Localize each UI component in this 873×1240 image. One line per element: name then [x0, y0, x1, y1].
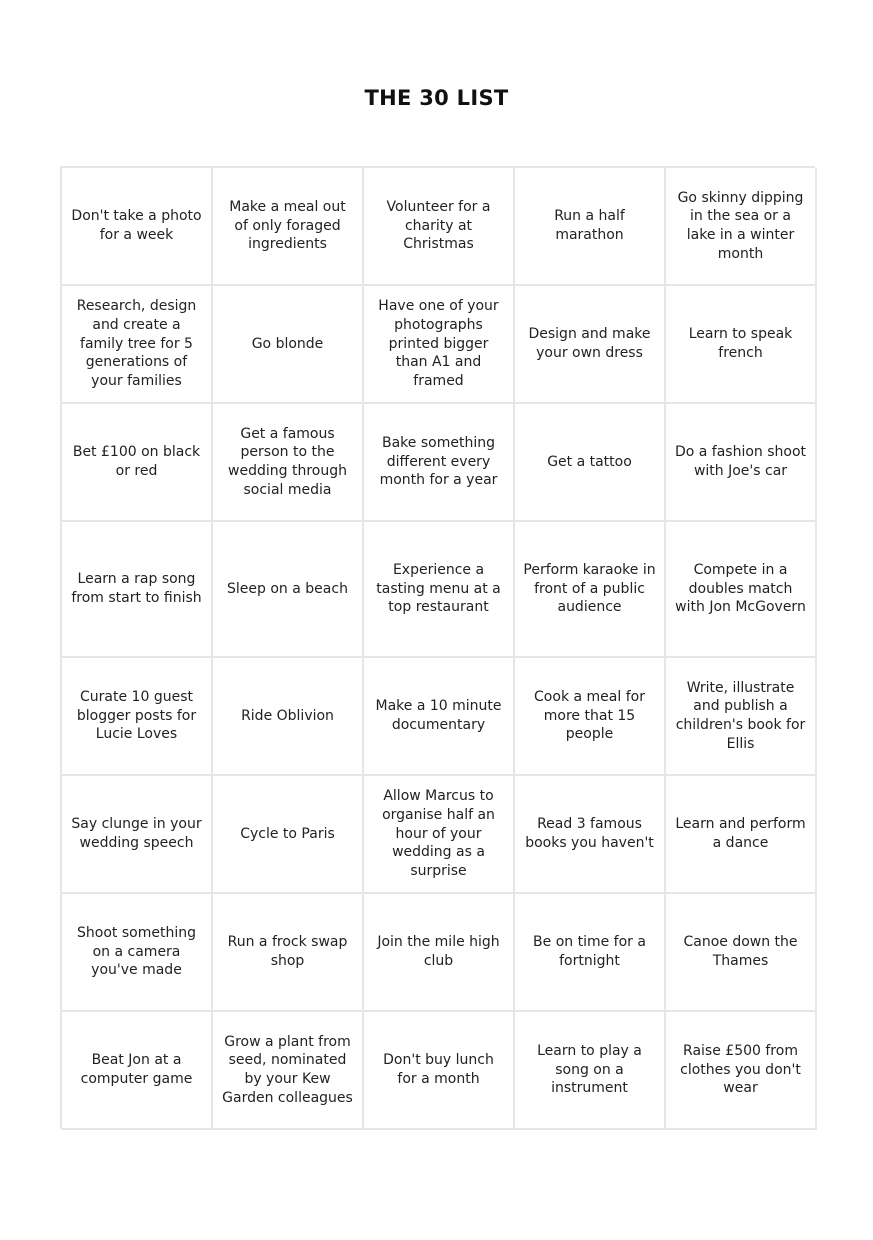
list-item — [213, 286, 364, 404]
list-item — [213, 522, 364, 658]
list-item-text: Learn and perform a dance — [675, 816, 806, 851]
list-item-text: Learn a rap song from start to finish — [71, 571, 202, 606]
list-item-text: Run a frock swap shop — [227, 934, 348, 969]
list-item-text: Allow Marcus to organise half an hour of your wedding as a surprise — [382, 788, 495, 880]
list-item — [666, 286, 817, 404]
list-item-text: Compete in a doubles match with Jon McGovern — [675, 561, 806, 616]
list-item-text: Join the mile high club — [377, 934, 500, 969]
list-item — [515, 404, 666, 522]
list-item-text: Beat Jon at a computer game — [80, 1052, 193, 1087]
list-item — [666, 658, 817, 776]
list-item — [213, 404, 364, 522]
list-item — [666, 404, 817, 522]
list-item-text: Run a half marathon — [554, 208, 625, 243]
list-item-text: Bet £100 on black or red — [72, 444, 201, 479]
list-item — [515, 168, 666, 286]
list-item — [515, 894, 666, 1012]
list-item-text: Design and make your own dress — [528, 326, 651, 361]
list-item-text: Curate 10 guest blogger posts for Lucie Loves — [76, 688, 197, 743]
list-item-text: Shoot something on a camera you've made — [77, 924, 196, 979]
list-item — [666, 168, 817, 286]
list-item-text: Get a tattoo — [547, 453, 632, 470]
list-item-text: Make a 10 minute documentary — [375, 698, 502, 733]
list-item — [62, 168, 213, 286]
list-item — [515, 286, 666, 404]
list-item-text: Have one of your photographs printed bigger than A1 and framed — [378, 298, 499, 390]
list-item — [364, 286, 515, 404]
list-item — [213, 1012, 364, 1130]
list-item-text: Grow a plant from seed, nominated by your Kew Garden colleagues — [222, 1033, 353, 1106]
list-item — [364, 658, 515, 776]
list-item-text: Don't buy lunch for a month — [383, 1052, 494, 1087]
list-item-text: Sleep on a beach — [227, 580, 348, 597]
list-item-text: Bake something different every month for a year — [379, 434, 498, 489]
list-item-text: Cycle to Paris — [240, 825, 335, 842]
list-item — [62, 1012, 213, 1130]
list-item — [213, 168, 364, 286]
list-item-text: Research, design and create a family tree for 5 generations of your families — [76, 298, 197, 390]
list-item — [62, 658, 213, 776]
list-item — [364, 776, 515, 894]
list-item-text: Raise £500 from clothes you don't wear — [680, 1042, 801, 1097]
list-item-text: Do a fashion shoot with Joe's car — [674, 444, 807, 479]
list-item-text: Get a famous person to the wedding through social media — [228, 425, 347, 498]
list-item — [515, 776, 666, 894]
list-item — [515, 658, 666, 776]
list-item-text: Go blonde — [251, 335, 324, 352]
list-item-text: Read 3 famous books you haven't — [525, 816, 654, 851]
list-item-text: Say clunge in your wedding speech — [71, 816, 202, 851]
list-item-text: Ride Oblivion — [241, 707, 334, 724]
list-item — [666, 894, 817, 1012]
list-item — [515, 1012, 666, 1130]
list-item — [213, 894, 364, 1012]
list-item-text: Be on time for a fortnight — [533, 934, 646, 969]
list-item-text: Learn to speak french — [688, 326, 793, 361]
list-item-text: Don't take a photo for a week — [71, 208, 202, 243]
list-item-text: Experience a tasting menu at a top restaurant — [376, 561, 501, 616]
list-item-text: Learn to play a song on a instrument — [537, 1042, 642, 1097]
list-item — [364, 168, 515, 286]
list-item-text: Canoe down the Thames — [683, 934, 798, 969]
list-item — [364, 522, 515, 658]
list-item — [515, 522, 666, 658]
list-item-text: Perform karaoke in front of a public audience — [523, 561, 656, 616]
list-grid — [60, 166, 815, 1129]
list-item-text: Go skinny dipping in the sea or a lake in a winter month — [677, 189, 804, 262]
list-item-text: Write, illustrate and publish a children's book for Ellis — [675, 679, 806, 752]
list-item-text: Make a meal out of only foraged ingredients — [229, 198, 346, 253]
list-item — [62, 776, 213, 894]
list-item — [213, 776, 364, 894]
list-item — [666, 776, 817, 894]
list-item — [666, 1012, 817, 1130]
page-title: THE 30 LIST — [364, 86, 509, 110]
list-item — [62, 522, 213, 658]
list-item — [364, 894, 515, 1012]
list-item — [62, 404, 213, 522]
list-item — [666, 522, 817, 658]
list-item-text: Cook a meal for more that 15 people — [534, 688, 645, 743]
list-item — [213, 658, 364, 776]
list-item — [364, 1012, 515, 1130]
list-item — [62, 894, 213, 1012]
list-item-text: Volunteer for a charity at Christmas — [386, 198, 491, 253]
list-item — [364, 404, 515, 522]
list-item — [62, 286, 213, 404]
